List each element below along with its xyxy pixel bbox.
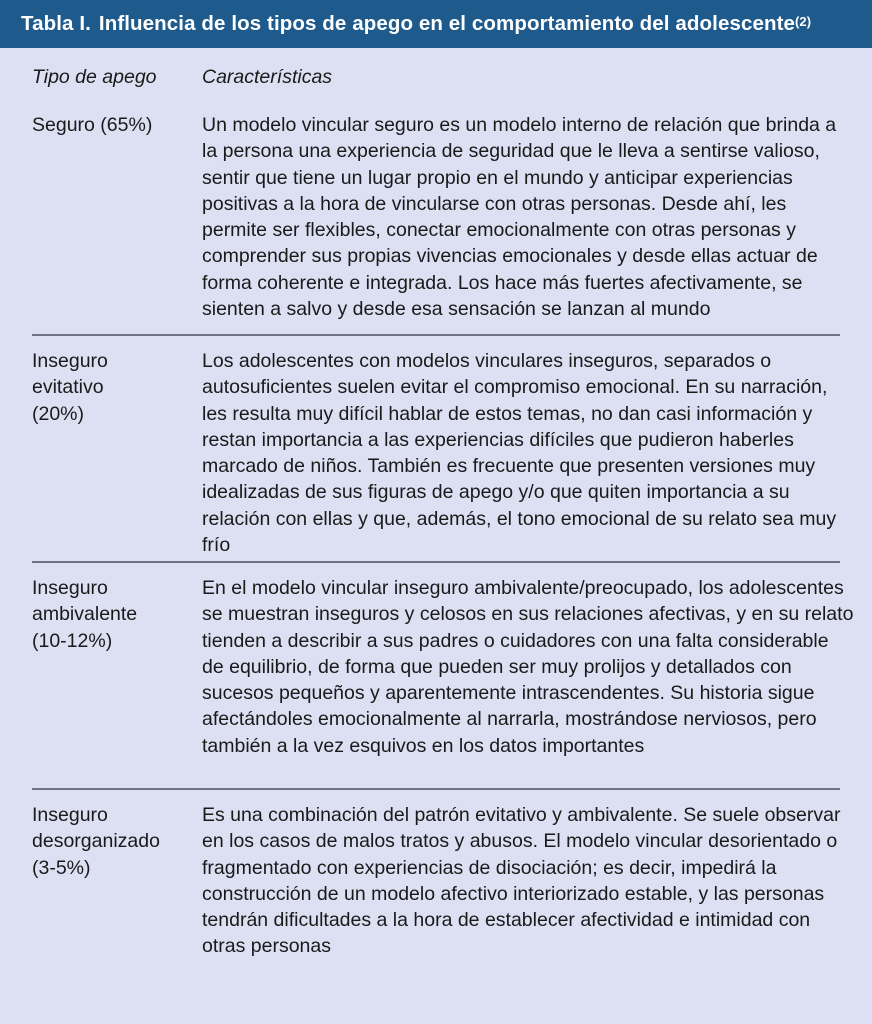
attachment-description: En el modelo vincular inseguro ambivalente/preocupado, los adolescentes se muestran inseguros y celosos en sus relaciones afectivas, y en su relato tienden a describir a sus padres o cuidadores con una falta considerable de equilibrio, de forma que pueden ser muy prolijos y detallados con sucesos pequeños y aparentemente intrascendentes. Su historia sigue afectándoles emocionalmente al narrarla, mostrándose nerviosos, pero también a la vez esquivos en los datos importantes [202,577,854,757]
column-header-row [0,48,872,96]
attachment-type: Seguro (65%) [32,114,153,136]
attachment-type: Inseguro evitativo (20%) [32,350,108,425]
table-title: Influencia de los tipos de apego en el comportamiento del adolescente [98,12,795,35]
attachment-description: Los adolescentes con modelos vinculares inseguros, separados o autosuficientes suelen evitar el compromiso emocional. En su narración, les resulta muy difícil hablar de estos temas, no dan casi información y restan importancia a las experiencias difíciles que pudieron haberles marcado de niños. También es frecuente que presenten versiones muy idealizadas de sus figuras de apego y/o que quiten importancia a su relación con ellas y que, además, el tono emocional de su relato sea muy frío [202,350,837,557]
table-row [0,790,872,970]
table-row [0,563,872,788]
attachment-description: Un modelo vincular seguro es un modelo interno de relación que brinda a la persona una experiencia de seguridad que le lleva a sentirse valioso, sentir que tiene un lugar propio en el mundo y anticipar experiencias positivas a la hora de vincularse con otras personas. Desde ahí, les permite ser flexibles, conectar emocionalmente con otras personas y comprender sus propias vivencias emocionales y desde ellas actuar de forma coherente e integrada. Los hace más fuertes afectivamente, se sienten a salvo y desde esa sensación se lanzan al mundo [202,114,837,321]
attachment-type: Inseguro ambivalente (10-12%) [32,577,138,652]
attachment-type: Inseguro desorganizado (3-5%) [32,804,160,879]
table-label: Tabla I. [21,12,91,35]
attachment-description: Es una combinación del patrón evitativo y ambivalente. Se suele observar en los casos de malos tratos y abusos. El modelo vincular desorientado o fragmentado con experiencias de disociación; es decir, impedirá la construcción de un modelo afectivo interiorizado estable, y las personas tendrán dificultades a la hora de establecer afectividad e intimidad con otras personas [202,804,841,958]
table-row [0,336,872,561]
table-row [0,96,872,334]
column-header-characteristics: Características [202,66,333,88]
column-header-type: Tipo de apego [32,66,157,88]
table-title-bar: Tabla I. Influencia de los tipos de apego en el comportamiento del adolescente $^{(2)}$ [0,0,872,48]
